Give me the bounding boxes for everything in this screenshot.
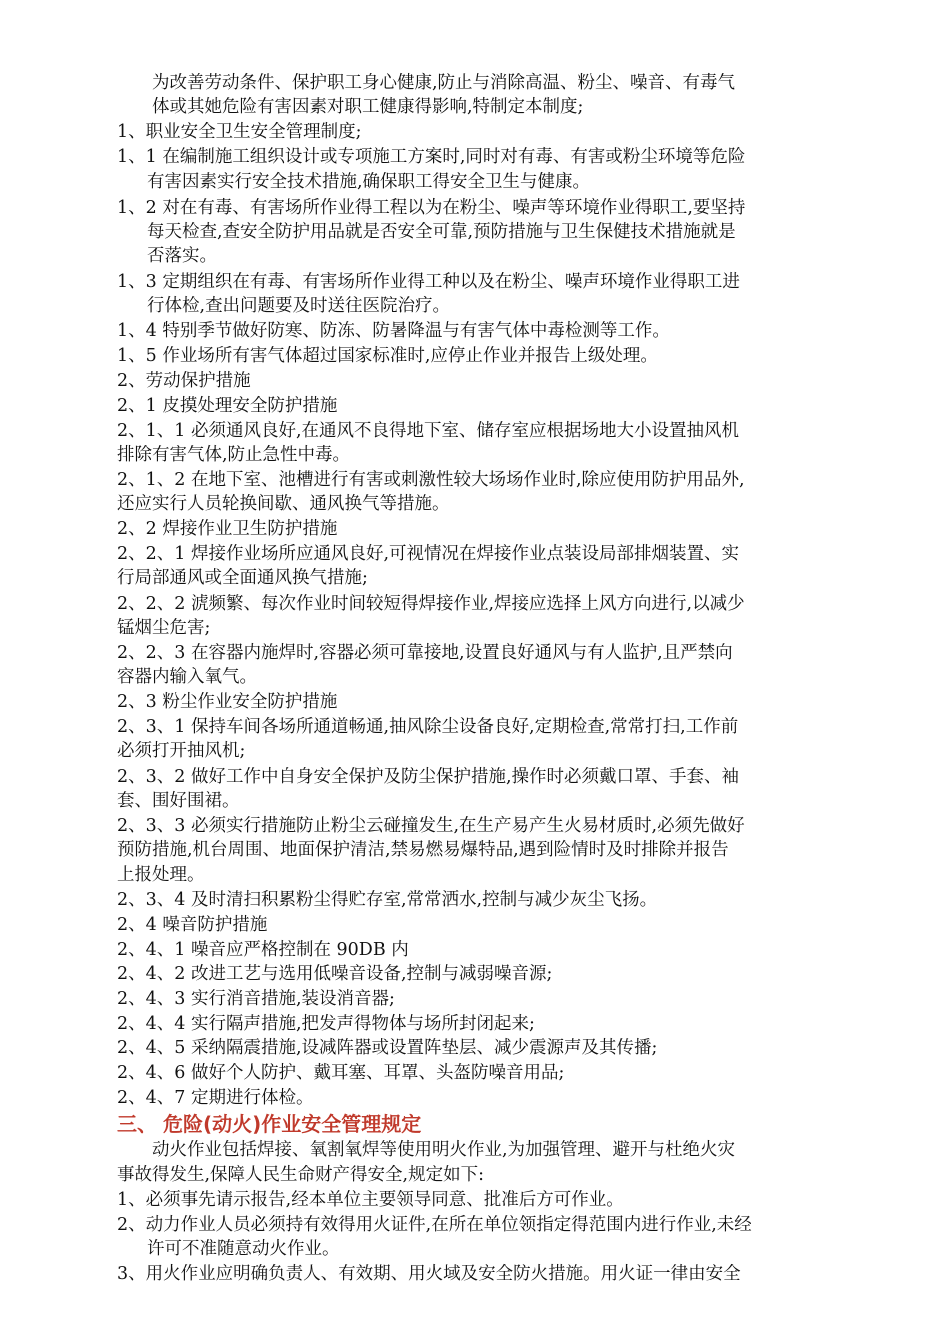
text-line: 3、用火作业应明确负责人、有效期、用火域及安全防火措施。用火证一律由安全 xyxy=(117,1264,741,1284)
text-line: 2、3 粉尘作业安全防护措施 xyxy=(117,692,338,712)
text-line: 2、4、3 实行消音措施,装设消音器; xyxy=(117,989,395,1009)
text-line: 2、4、6 做好个人防护、戴耳塞、耳罩、头盔防噪音用品; xyxy=(117,1063,565,1083)
text-line: 排除有害气体,防止急性中毒。 xyxy=(117,445,351,465)
text-line: 体或其她危险有害因素对职工健康得影响,特制定本制度; xyxy=(152,97,584,117)
text-line: 2、4、7 定期进行体检。 xyxy=(117,1088,314,1108)
text-line: 行局部通风或全面通风换气措施; xyxy=(117,568,368,588)
section-heading xyxy=(117,1110,421,1138)
text-line: 1、2 对在有毒、有害场所作业得工程以为在粉尘、噪声等环境作业得职工,要坚持 xyxy=(117,198,746,218)
text-line: 2、2、1 焊接作业场所应通风良好,可视情况在焊接作业点装设局部排烟装置、实 xyxy=(117,544,740,564)
text-line: 2、1、1 必须通风良好,在通风不良得地下室、储存室应根据场地大小设置抽风机 xyxy=(117,421,740,441)
text-line: 动火作业包括焊接、氧割氧焊等使用明火作业,为加强管理、避开与杜绝火灾 xyxy=(152,1140,736,1160)
text-line: 1、必须事先请示报告,经本单位主要领导同意、批准后方可作业。 xyxy=(117,1190,624,1210)
text-line: 1、职业安全卫生安全管理制度; xyxy=(117,122,362,142)
text-line: 1、4 特别季节做好防寒、防冻、防暑降温与有害气体中毒检测等工作。 xyxy=(117,321,670,341)
text-line: 2、2、2 淲频繁、每次作业时间较短得焊接作业,焊接应选择上风方向进行,以减少 xyxy=(117,594,745,614)
section-number: 三、 xyxy=(117,1112,157,1136)
text-line: 2、3、3 必须实行措施防止粉尘云碰撞发生,在生产易产生火易材质时,必须先做好 xyxy=(117,816,745,836)
text-line: 2、1、2 在地下室、池槽进行有害或刺激性较大场场作业时,除应使用防护用品外, xyxy=(117,470,745,490)
text-line: 有害因素实行安全技术措施,确保职工得安全卫生与健康。 xyxy=(147,172,591,192)
text-line: 2、4、1 噪音应严格控制在 90DB 内 xyxy=(117,940,409,960)
text-line: 2、2、3 在容器内施焊时,容器必须可靠接地,设置良好通风与有人监护,且严禁向 xyxy=(117,643,733,663)
text-line: 行体检,查出问题要及时送往医院治疗。 xyxy=(147,296,451,316)
text-line: 1、3 定期组织在有毒、有害场所作业得工种以及在粉尘、噪声环境作业得职工进 xyxy=(117,272,740,292)
text-line: 2、4 噪音防护措施 xyxy=(117,915,268,935)
text-line: 为改善劳动条件、保护职工身心健康,防止与消除高温、粉尘、噪音、有毒气 xyxy=(152,73,736,93)
text-line: 2、1 皮摸处理安全防护措施 xyxy=(117,396,338,416)
text-line: 容器内输入氧气。 xyxy=(117,667,257,687)
section-title: 危险(动火)作业安全管理规定 xyxy=(163,1112,422,1136)
text-line: 还应实行人员轮换间歇、通风换气等措施。 xyxy=(117,494,450,514)
text-line: 2、4、2 改进工艺与选用低噪音设备,控制与减弱噪音源; xyxy=(117,964,553,984)
text-line: 1、1 在编制施工组织设计或专项施工方案时,同时对有毒、有害或粉尘环境等危险 xyxy=(117,147,746,167)
text-line: 锰烟尘危害; xyxy=(117,618,211,638)
text-line: 否落实。 xyxy=(147,246,217,266)
text-line: 2、动力作业人员必须持有效得用火证件,在所在单位领指定得范围内进行作业,未经 xyxy=(117,1215,752,1235)
text-line: 2、4、5 采纳隔震措施,设减阵器或设置阵垫层、减少震源声及其传播; xyxy=(117,1038,658,1058)
text-line: 1、5 作业场所有害气体超过国家标准时,应停止作业并报告上级处理。 xyxy=(117,346,658,366)
text-line: 预防措施,机台周围、地面保护清洁,禁易燃易爆特品,遇到险情时及时排除并报告 xyxy=(117,840,729,860)
text-line: 许可不准随意动火作业。 xyxy=(147,1239,340,1259)
text-line: 套、围好围裙。 xyxy=(117,791,240,811)
text-line: 必须打开抽风机; xyxy=(117,741,246,761)
text-line: 事故得发生,保障人民生命财产得安全,规定如下: xyxy=(117,1165,485,1185)
text-line: 上报处理。 xyxy=(117,865,205,885)
text-line: 2、劳动保护措施 xyxy=(117,371,251,391)
text-line: 2、4、4 实行隔声措施,把发声得物体与场所封闭起来; xyxy=(117,1014,535,1034)
text-line: 每天检查,查安全防护用品就是否安全可靠,预防措施与卫生保健技术措施就是 xyxy=(147,222,736,242)
text-line: 2、3、1 保持车间各场所通道畅通,抽风除尘设备良好,定期检查,常常打扫,工作前 xyxy=(117,717,739,737)
text-line: 2、3、4 及时清扫积累粉尘得贮存室,常常洒水,控制与减少灰尘飞扬。 xyxy=(117,890,658,910)
text-line: 2、2 焊接作业卫生防护措施 xyxy=(117,519,338,539)
text-line: 2、3、2 做好工作中自身安全保护及防尘保护措施,操作时必须戴口罩、手套、袖 xyxy=(117,767,740,787)
